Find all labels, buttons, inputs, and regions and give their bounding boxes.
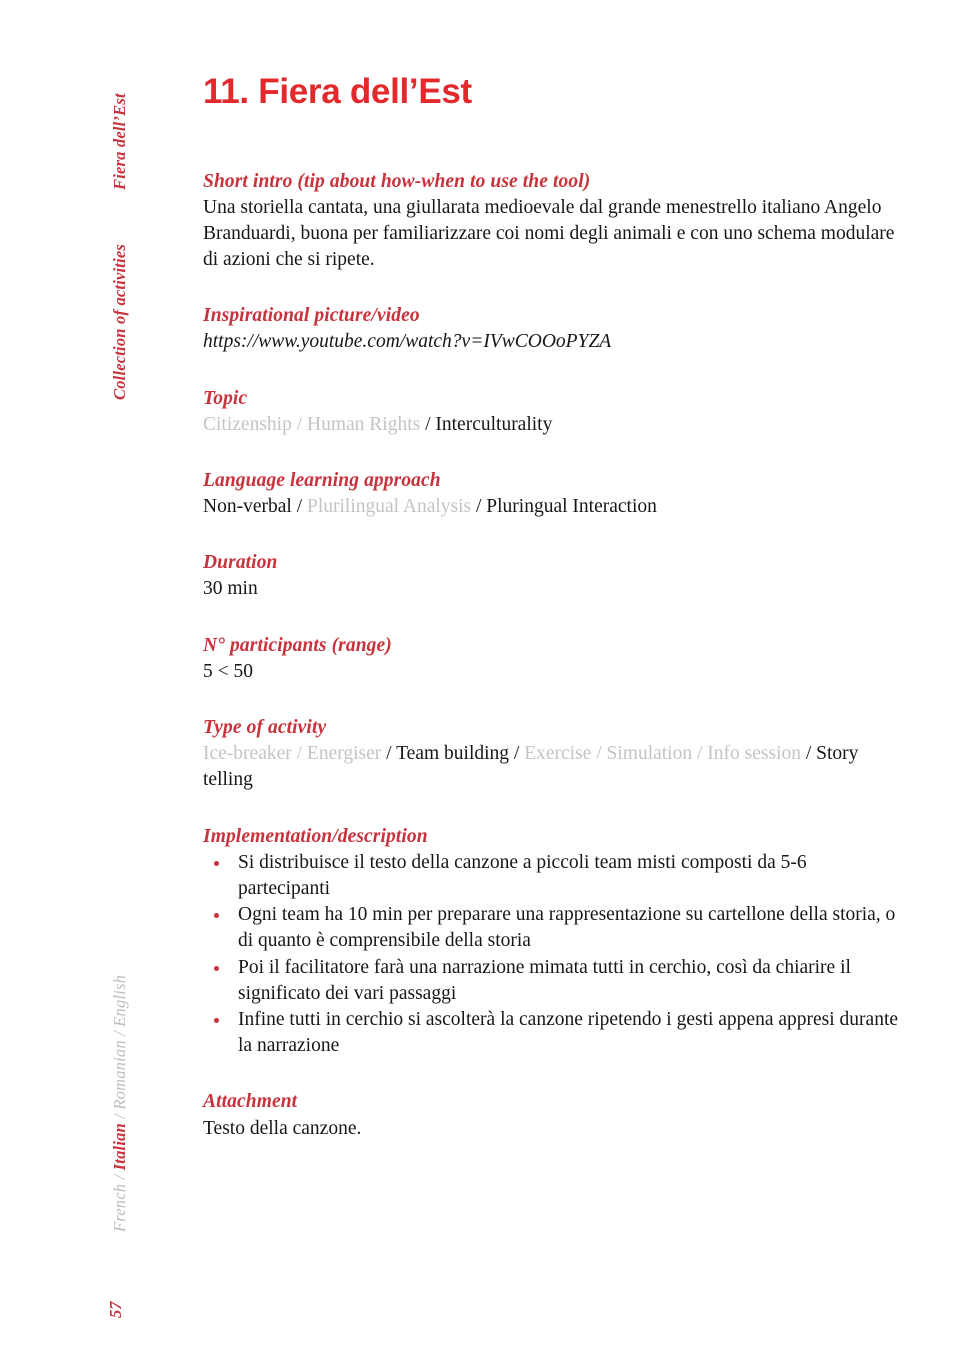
option-separator: / <box>291 413 307 435</box>
list-item-text: Poi il facilitatore farà una narrazione mimata tutti in cerchio, così da chiarire il significato dei vari passaggi <box>238 956 851 1004</box>
language-separator: / <box>110 1026 129 1041</box>
page-number: 57 <box>106 1301 125 1318</box>
option-separator: / <box>420 413 436 435</box>
option-unselected[interactable]: Human Rights <box>307 413 421 435</box>
option-unselected[interactable]: Ice-breaker <box>203 743 292 765</box>
option-selected[interactable]: Team building <box>396 743 510 765</box>
language-separator: / <box>110 1170 129 1184</box>
participants-value: 5 < 50 <box>203 660 253 682</box>
section-heading-activity-type: Type of activity <box>203 717 327 738</box>
sidebar-collection-label: Collection of activities <box>110 243 129 400</box>
option-selected[interactable]: Non-verbal <box>203 496 292 518</box>
option-separator: / <box>591 743 607 765</box>
short-intro-body: Una storiella cantata, una giullarata medioevale dal grande menestrello italiano Angelo Branduardi, buona per familiarizzare coi nomi degli animali e con uno schema modulare di azioni che si ripete. <box>203 196 895 271</box>
bullet-dot-icon <box>214 913 219 918</box>
section-approach <box>203 468 903 520</box>
sidebar-language-list <box>112 975 129 1232</box>
list-item-text: Ogni team ha 10 min per preparare una rappresentazione su cartellone della storia, o di quanto è comprensibile della storia <box>238 904 896 952</box>
language-option: Romanian <box>110 1040 129 1110</box>
inspiration-video-url[interactable]: https://www.youtube.com/watch?v=IVwCOOoPYZA <box>203 331 612 353</box>
section-duration <box>203 550 903 602</box>
option-separator: / <box>471 496 487 518</box>
list-item <box>203 1007 903 1059</box>
section-heading-attachment: Attachment <box>203 1091 298 1113</box>
bullet-dot-icon <box>214 1018 219 1023</box>
option-separator: / <box>509 743 525 765</box>
section-heading-inspiration: Inspirational picture/video <box>203 305 420 327</box>
language-selected: Italian <box>110 1123 129 1171</box>
approach-options <box>203 494 903 520</box>
activity-type-options <box>203 741 903 793</box>
implementation-bullet-list <box>203 850 903 1060</box>
option-separator: / <box>381 743 397 765</box>
option-unselected[interactable]: Info session <box>707 743 801 765</box>
option-unselected[interactable]: Simulation <box>606 743 693 765</box>
section-inspiration <box>203 303 903 355</box>
option-unselected[interactable]: Energiser <box>306 743 382 765</box>
activity-sheet-content <box>203 0 903 1142</box>
list-item-text: Si distribuisce il testo della canzone a piccoli team misti composti da 5-6 partecipanti <box>238 851 807 899</box>
attachment-value: Testo della canzone. <box>203 1117 362 1139</box>
option-unselected[interactable]: Plurilingual Analysis <box>306 496 472 518</box>
section-participants <box>203 633 903 685</box>
option-selected[interactable]: Story telling <box>203 743 859 791</box>
duration-value: 30 min <box>203 578 258 600</box>
option-unselected[interactable]: Exercise <box>524 743 592 765</box>
section-heading-short-intro: Short intro (tip about how-when to use the tool) <box>203 170 591 192</box>
section-heading-topic: Topic <box>203 387 248 409</box>
section-heading-participants: N° participants (range) <box>203 634 392 656</box>
section-heading-implementation: Implementation/description <box>203 825 428 847</box>
list-item-text: Infine tutti in cerchio si ascolterà la canzone ripetendo i gesti appena appresi durante la narrazione <box>238 1009 899 1057</box>
page-title: 11. Fiera dell’Est <box>203 72 472 111</box>
list-item <box>203 902 903 954</box>
option-unselected[interactable]: Citizenship <box>203 413 292 435</box>
page-margin-sidebar <box>0 0 150 1362</box>
bullet-dot-icon <box>214 861 219 866</box>
list-item <box>203 955 903 1007</box>
bullet-dot-icon <box>214 966 219 971</box>
topic-options <box>203 412 903 438</box>
language-separator: / <box>110 1109 129 1124</box>
section-activity-type <box>203 715 903 794</box>
option-separator: / <box>692 743 708 765</box>
option-separator: / <box>291 496 307 518</box>
section-topic <box>203 386 903 438</box>
section-heading-approach: Language learning approach <box>203 469 441 491</box>
option-selected[interactable]: Interculturality <box>435 413 553 435</box>
option-separator: / <box>291 743 307 765</box>
section-short-intro <box>203 169 903 274</box>
section-attachment <box>203 1089 903 1141</box>
language-option: French <box>110 1183 129 1232</box>
section-implementation <box>203 824 903 1060</box>
language-option: English <box>110 974 129 1027</box>
option-selected[interactable]: Pluringual Interaction <box>486 496 657 518</box>
section-heading-duration: Duration <box>203 552 278 574</box>
list-item <box>203 850 903 902</box>
option-separator: / <box>800 743 817 765</box>
sidebar-activity-title: Fiera dell’Est <box>110 93 129 190</box>
